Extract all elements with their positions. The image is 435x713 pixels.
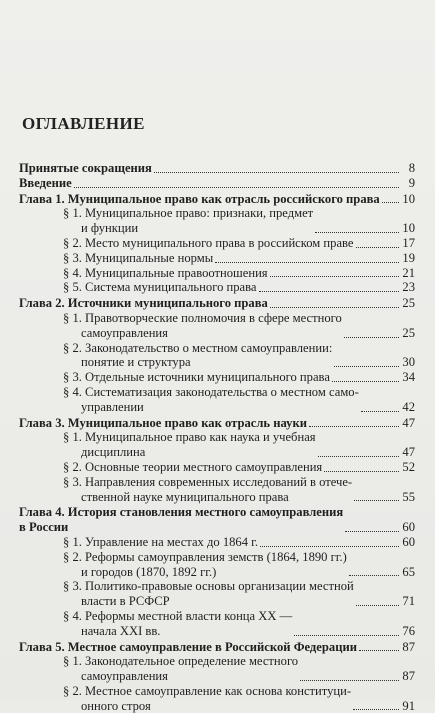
toc-entry-title	[63, 684, 351, 713]
toc-page-number: 47	[402, 415, 415, 430]
toc-entry-title	[63, 475, 352, 505]
toc-entry	[19, 341, 415, 371]
toc-entry-title	[19, 161, 152, 176]
toc-entry-title	[19, 416, 307, 431]
toc-entry	[19, 176, 415, 191]
toc-page-number: 34	[402, 370, 415, 385]
toc-page-number: 76	[402, 623, 415, 638]
toc-page-number: 9	[408, 175, 415, 190]
toc-entry	[19, 654, 415, 684]
toc-entry-line: § 2. Основные теории местного самоуправления	[63, 459, 323, 474]
toc-page-number: 23	[402, 280, 415, 295]
dot-leader	[74, 187, 399, 188]
toc-entry-line: Глава 2. Источники муниципального права	[19, 296, 268, 311]
toc-page-number: 71	[402, 594, 415, 609]
toc-entry-line: § 1. Управление на местах до 1864 г.	[63, 534, 259, 549]
dot-leader	[309, 426, 399, 427]
toc-entry-title	[19, 176, 72, 191]
toc-entry	[19, 684, 415, 713]
toc-page-number: 87	[402, 669, 415, 684]
toc-page-number: 25	[402, 296, 415, 311]
toc-entry	[19, 535, 415, 550]
toc-entry	[19, 505, 415, 535]
toc-entry-line: Принятые сокращения	[19, 161, 152, 175]
toc-entry	[19, 430, 415, 460]
toc-page-number: 55	[402, 489, 415, 504]
toc-entry-title	[63, 266, 268, 281]
toc-entry-line: управлении	[81, 399, 144, 414]
toc-entry-line: в России	[19, 520, 69, 535]
toc-entry	[19, 206, 415, 236]
toc-entry-line: власти в РСФСР	[81, 594, 170, 609]
toc-entry-line: и функции	[81, 221, 139, 236]
toc-entry-title	[63, 385, 359, 415]
toc-entry	[19, 161, 415, 176]
toc-entry	[19, 385, 415, 415]
dot-leader	[315, 232, 399, 233]
table-of-contents	[19, 161, 415, 713]
toc-entry-line: онного строя	[81, 698, 151, 713]
toc-entry	[19, 475, 415, 505]
toc-page-number: 52	[402, 459, 415, 474]
toc-page-number: 8	[408, 161, 415, 175]
toc-page-number: 91	[402, 698, 415, 713]
toc-page-number: 19	[402, 250, 415, 265]
toc-heading: ОГЛАВЛЕНИЕ	[22, 114, 145, 133]
toc-entry-line: Глава 5. Местное самоуправление в Российской Федерации	[19, 639, 357, 654]
toc-entry	[19, 640, 415, 655]
dot-leader	[361, 411, 399, 412]
toc-entry	[19, 550, 415, 580]
toc-entry-title	[63, 535, 258, 550]
dot-leader	[334, 366, 399, 367]
toc-entry-title	[63, 609, 292, 639]
toc-entry-line: § 2. Местное самоуправление как основа конституци-	[63, 683, 352, 698]
dot-leader	[353, 709, 399, 710]
toc-entry-title	[63, 341, 332, 371]
toc-entry-line: § 4. Реформы местной власти конца XX —	[63, 608, 293, 623]
toc-entry-title	[63, 206, 313, 236]
toc-page-number: 17	[402, 235, 415, 250]
toc-entry-title	[63, 550, 347, 580]
toc-page-number: 25	[402, 325, 415, 340]
toc-entry	[19, 296, 415, 311]
toc-entry-line: § 4. Систематизация законодательства о местном само-	[63, 384, 359, 399]
dot-leader	[270, 276, 399, 277]
toc-entry	[19, 579, 415, 609]
toc-page-number: 42	[402, 399, 415, 414]
dot-leader	[345, 531, 399, 532]
toc-entry	[19, 609, 415, 639]
toc-entry	[19, 311, 415, 341]
dot-leader	[259, 291, 399, 292]
toc-entry-line: начала XXI вв.	[81, 623, 161, 638]
toc-entry-line: самоуправления	[81, 669, 168, 684]
toc-entry-line: § 1. Правотворческие полномочия в сфере местного	[63, 310, 342, 325]
toc-page-number: 60	[402, 520, 415, 535]
dot-leader	[382, 202, 399, 203]
toc-entry-line: § 2. Законодательство о местном самоуправлении:	[63, 340, 333, 355]
toc-entry-line: § 1. Законодательное определение местного	[63, 654, 299, 669]
toc-entry	[19, 460, 415, 475]
toc-entry-line: самоуправления	[81, 325, 168, 340]
dot-leader	[324, 471, 399, 472]
toc-entry-title	[19, 505, 343, 535]
toc-entry-line: Глава 1. Муниципальное право как отрасль российского права	[19, 191, 380, 206]
toc-entry-title	[63, 236, 354, 251]
toc-entry	[19, 280, 415, 295]
toc-entry	[19, 416, 415, 431]
dot-leader	[332, 381, 399, 382]
toc-page-number: 65	[402, 564, 415, 579]
toc-page-number: 21	[402, 265, 415, 280]
dot-leader	[354, 500, 399, 501]
toc-entry-line: § 3. Политико-правовые основы организации местной	[63, 579, 354, 594]
toc-page-number: 10	[402, 221, 415, 236]
dot-leader	[356, 605, 399, 606]
toc-page-number: 10	[402, 191, 415, 206]
toc-entry-line: Введение	[19, 175, 72, 190]
dot-leader	[359, 650, 399, 651]
toc-entry-title	[63, 251, 213, 266]
toc-entry-title	[63, 430, 316, 460]
dot-leader	[300, 680, 399, 681]
toc-entry	[19, 251, 415, 266]
toc-entry-title	[63, 460, 322, 475]
dot-leader	[215, 262, 399, 263]
dot-leader	[356, 247, 399, 248]
toc-entry	[19, 266, 415, 281]
toc-entry-title	[19, 640, 357, 655]
toc-entry-title	[63, 654, 298, 684]
toc-entry-line: § 3. Направления современных исследований в отече-	[63, 474, 353, 489]
toc-entry-line: Глава 3. Муниципальное право как отрасль науки	[19, 415, 307, 430]
toc-entry-title	[63, 579, 354, 609]
toc-entry-title	[63, 280, 257, 295]
toc-entry-line: § 1. Муниципальное право: признаки, предмет	[63, 206, 314, 221]
toc-entry-line: § 3. Отдельные источники муниципального права	[63, 370, 330, 385]
dot-leader	[294, 635, 399, 636]
toc-page-number: 30	[402, 355, 415, 370]
dot-leader	[260, 546, 399, 547]
dot-leader	[270, 307, 399, 308]
toc-page-number: 87	[402, 639, 415, 654]
dot-leader	[318, 456, 399, 457]
toc-entry-title	[63, 311, 342, 341]
dot-leader	[154, 172, 399, 173]
toc-entry-title	[63, 370, 330, 385]
dot-leader	[349, 575, 399, 576]
toc-entry	[19, 236, 415, 251]
toc-entry	[19, 192, 415, 207]
toc-page-number: 60	[402, 534, 415, 549]
toc-entry-line: Глава 4. История становления местного самоуправления	[19, 505, 344, 520]
toc-entry-line: и городов (1870, 1892 гг.)	[81, 564, 217, 579]
toc-entry-line: § 2. Место муниципального права в российском праве	[63, 235, 354, 250]
toc-entry-line: дисциплина	[81, 445, 146, 460]
toc-entry-line: понятие и структура	[81, 355, 191, 370]
toc-entry-line: § 4. Муниципальные правоотношения	[63, 265, 268, 280]
toc-entry-line: § 5. Система муниципального права	[63, 280, 257, 295]
dot-leader	[344, 337, 399, 338]
toc-entry-line: § 3. Муниципальные нормы	[63, 250, 214, 265]
toc-entry-title	[19, 192, 380, 207]
toc-entry-line: § 2. Реформы самоуправления земств (1864, 1890 гг.)	[63, 549, 347, 564]
toc-entry-title	[19, 296, 268, 311]
toc-entry-line: ственной науке муниципального права	[81, 489, 289, 504]
toc-entry-line: § 1. Муниципальное право как наука и учебная	[63, 430, 316, 445]
toc-entry	[19, 370, 415, 385]
toc-page-number: 47	[402, 445, 415, 460]
